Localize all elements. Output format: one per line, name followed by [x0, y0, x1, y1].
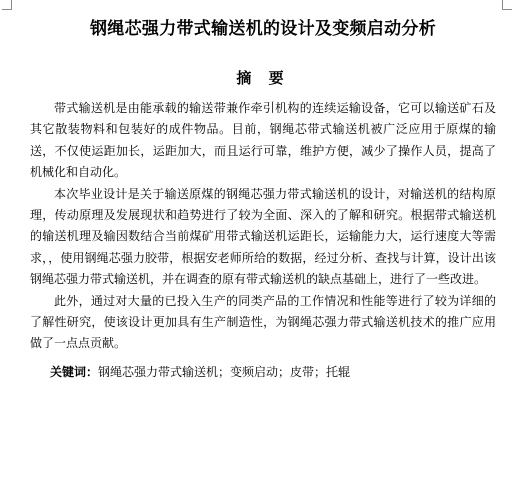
- document-page: [30, 14, 496, 383]
- abstract-heading: 摘 要: [236, 69, 290, 87]
- page-corner-mark-left: [2, 0, 12, 10]
- page-corner-mark-right: [502, 0, 512, 10]
- document-title: 钢绳芯强力带式输送机的设计及变频启动分析: [90, 19, 436, 39]
- keywords-line: [30, 362, 496, 383]
- abstract-paragraph-3: 此外，通过对大量的已投入生产的同类产品的工作情况和性能等进行了较为详细的了解性研究，使该设计更加具有生产制造性，为钢绳芯强力带式输送机技术的推广应用做了一点点贡献。: [30, 293, 496, 351]
- keywords-value: 钢绳芯强力带式输送机；变频启动；皮带；托辊: [98, 364, 351, 379]
- abstract-paragraph-1: 带式输送机是由能承载的输送带兼作牵引机构的连续运输设备，它可以输送矿石及其它散装物料和包装好的成件物品。目前，钢绳芯带式输送机被广泛应用于原煤的输送，不仅使运距加长，运距加大，而且运行可靠，维护方便，减少了操作人员，提高了机械化和自动化。: [30, 101, 496, 180]
- abstract-paragraph-2: 本次毕业设计是关于输送原煤的钢绳芯强力带式输送机的设计，对输送机的结构原理，传动原理及发展现状和趋势进行了较为全面、深入的了解和研究。根据带式输送机的输送机理及输因数结合当前煤矿用带式输送机运距长，运输能力大，运行速度大等需求，，使用钢绳芯强力胶带，根据安老师所给的数据，经过分析、查找与计算，设计出该钢绳芯强力带式输送机，并在调查的原有带式输送机的缺点基础上，进行了一些改进。: [30, 186, 496, 287]
- keywords-label: 关键词：: [50, 364, 99, 379]
